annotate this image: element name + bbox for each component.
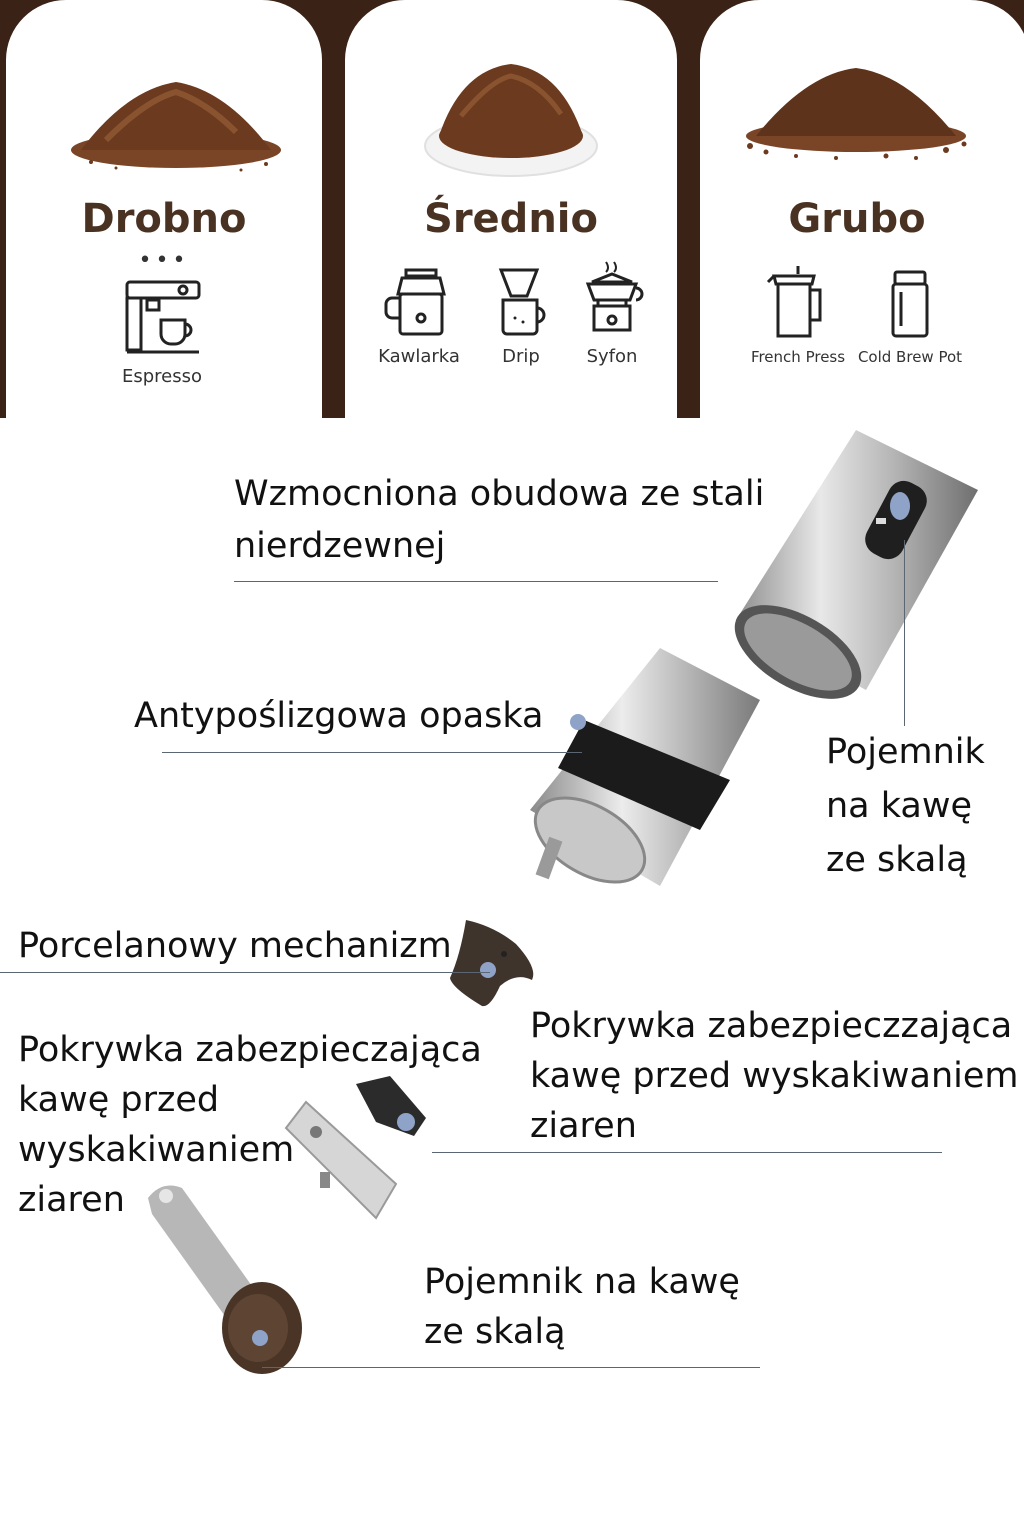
leader-line-grip xyxy=(162,752,582,753)
callout-mechanism: Porcelanowy mechanizm xyxy=(18,926,452,966)
leader-line-bottom xyxy=(262,1367,760,1368)
callout-left-lid-line2: kawę przed xyxy=(18,1080,220,1120)
tool-espresso xyxy=(106,278,218,387)
crank-handle-image xyxy=(142,1178,322,1384)
grind-title-fine: Drobno xyxy=(81,196,247,242)
coarse-coffee-pile-image xyxy=(736,60,976,170)
leader-line-container xyxy=(904,540,905,726)
tool-cold-brew-pot xyxy=(854,268,966,366)
callout-left-lid-line3: wyskakiwaniem xyxy=(18,1130,295,1170)
leader-line-right-lid xyxy=(432,1152,942,1153)
cold-brew-pot-icon xyxy=(885,268,935,340)
grind-title-coarse: Grubo xyxy=(788,196,926,242)
callout-container-line3: ze skalą xyxy=(826,840,968,880)
callout-container-line1: Pojemnik xyxy=(826,732,985,772)
tool-syfon xyxy=(571,260,653,367)
tool-drip xyxy=(483,266,559,367)
leader-line-housing xyxy=(234,581,718,582)
callout-left-lid-line1: Pokrywka zabezpieczająca xyxy=(18,1030,482,1070)
tool-label-cold-brew-pot: Cold Brew Pot xyxy=(857,348,963,366)
callout-right-lid-line2: kawę przed wyskakiwaniem xyxy=(530,1056,1019,1096)
coffee-maker-icon xyxy=(384,266,454,338)
callout-left-lid-line4: ziaren xyxy=(18,1180,125,1220)
syphon-icon xyxy=(580,260,644,338)
callout-grip-band: Antypoślizgowa opaska xyxy=(134,696,544,736)
callout-right-lid-line1: Pokrywka zabezpieczzająca xyxy=(530,1006,1013,1046)
callout-housing-line2: nierdzewnej xyxy=(234,526,446,566)
grind-card-fine xyxy=(6,0,322,418)
tool-label-kawlarka: Kawlarka xyxy=(378,346,460,367)
grind-card-medium xyxy=(345,0,677,418)
french-press-icon xyxy=(766,264,830,340)
leader-line-mechanism xyxy=(0,972,490,973)
tool-label-french-press: French Press xyxy=(750,348,846,366)
grinder-body-image xyxy=(520,640,770,890)
tool-label-syfon: Syfon xyxy=(586,346,638,367)
tool-french-press xyxy=(744,264,852,366)
callout-bottom-line1: Pojemnik na kawę xyxy=(424,1262,740,1302)
callout-bottom-line2: ze skalą xyxy=(424,1312,566,1352)
grind-card-coarse xyxy=(700,0,1024,418)
tool-label-espresso: Espresso xyxy=(121,366,203,387)
callout-housing-line1: Wzmocniona obudowa ze stali xyxy=(234,474,765,514)
drip-icon xyxy=(493,266,549,338)
tool-label-drip: Drip xyxy=(502,346,540,367)
espresso-machine-icon xyxy=(117,278,207,358)
fine-coffee-pile-image xyxy=(66,70,286,180)
medium-coffee-bowl-image xyxy=(421,56,601,180)
callout-container-line2: na kawę xyxy=(826,786,973,826)
dots-indicator: ••• xyxy=(138,248,190,273)
grind-title-medium: Średnio xyxy=(424,196,598,242)
tool-kawlarka xyxy=(371,266,467,367)
callout-right-lid-line3: ziaren xyxy=(530,1106,637,1146)
ceramic-burr-image xyxy=(446,916,542,1012)
